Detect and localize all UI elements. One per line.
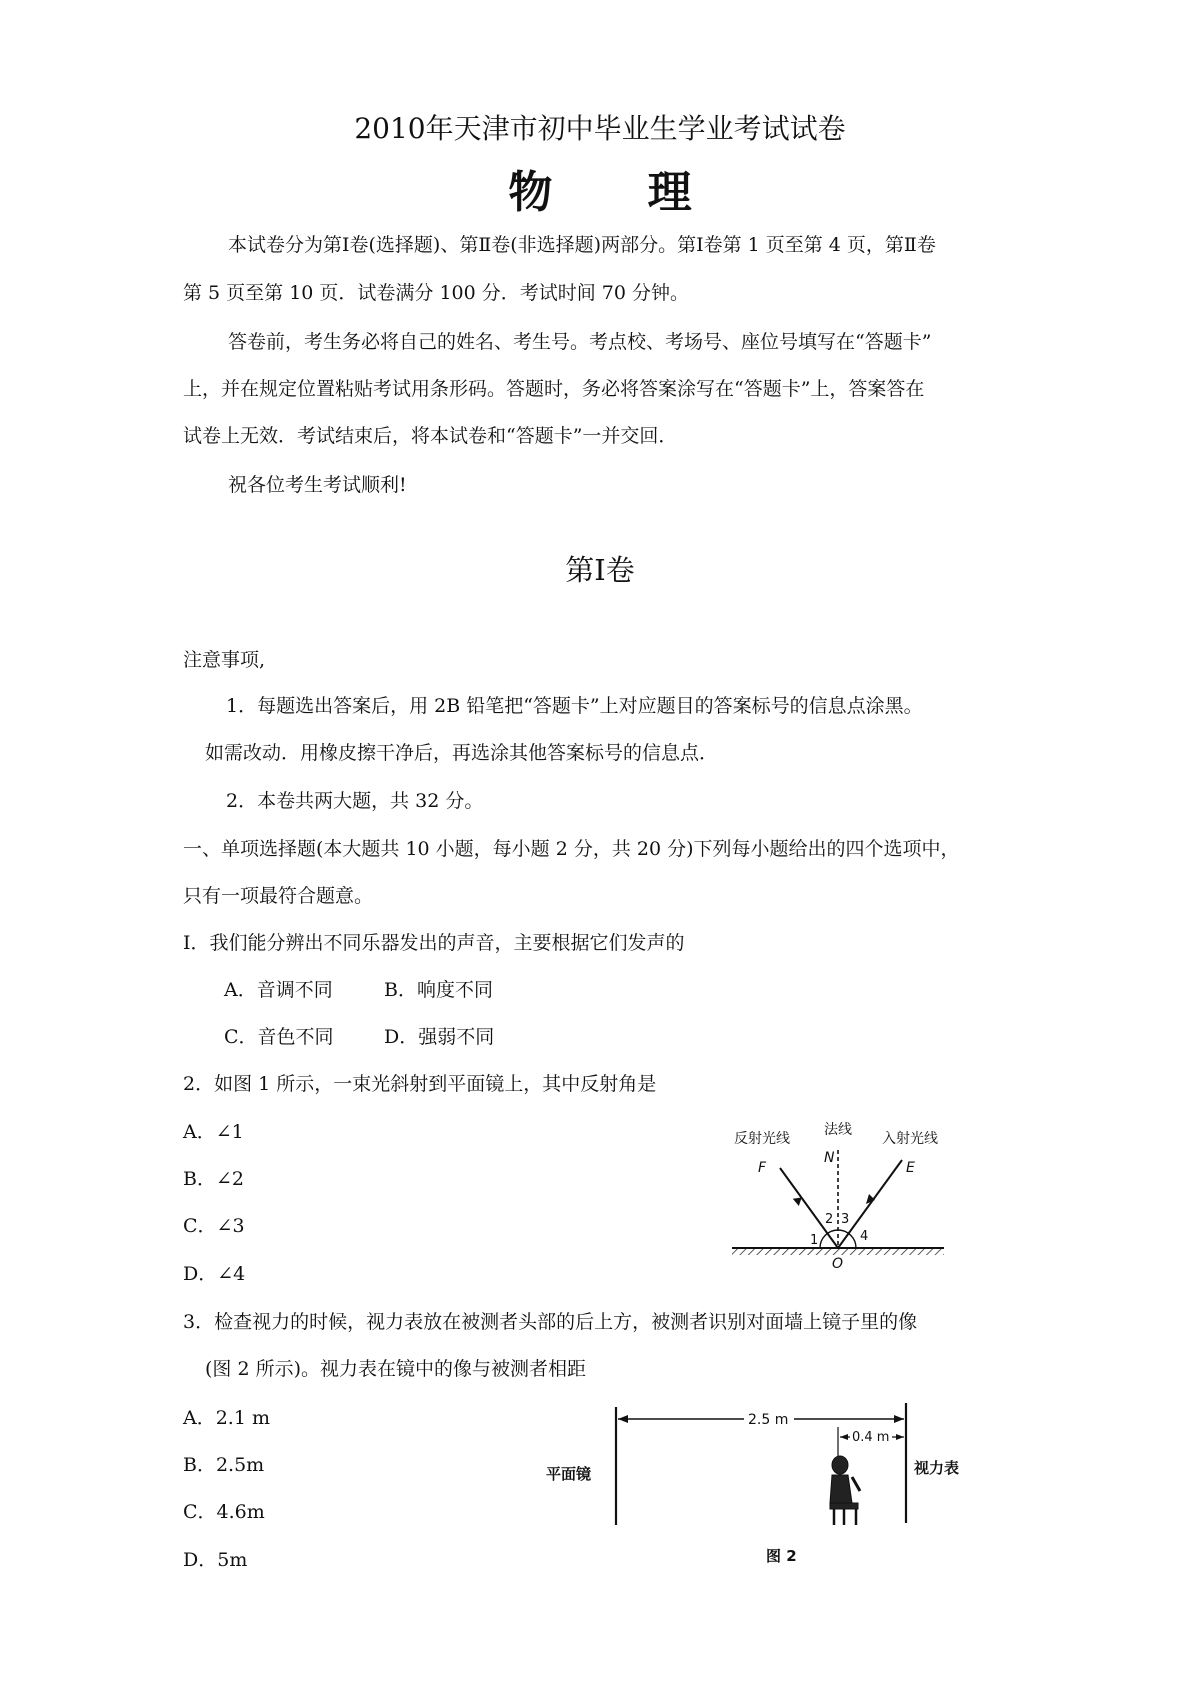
label-O: O	[832, 1256, 844, 1270]
question-3-option-c: C．4.6m	[183, 1501, 265, 1523]
question-3-stem-line-2: (图 2 所示)。视力表在镜中的像与被测者相距	[205, 1358, 586, 1380]
figure-2-caption: 图 2	[766, 1547, 797, 1565]
question-3-option-d: D．5m	[183, 1549, 248, 1571]
notes-title: 注意事项,	[183, 649, 266, 671]
question-3-option-a: A．2.1 m	[183, 1407, 270, 1429]
question-3-stem-line-1: 3．检查视力的时候，视力表放在被测者头部的后上方，被测者识别对面墙上镜子里的像	[183, 1311, 918, 1333]
dimension-arrow-short-right	[896, 1434, 904, 1440]
label-reflected-ray: 反射光线	[734, 1131, 790, 1147]
label-incident-ray: 入射光线	[882, 1131, 938, 1147]
question-1-option-d: D．强弱不同	[384, 1026, 495, 1048]
mirror-surface	[732, 1248, 944, 1255]
question-1-option-b: B．响度不同	[384, 979, 493, 1001]
vision-test-diagram	[540, 1395, 980, 1570]
label-F: F	[758, 1160, 767, 1176]
part-heading: 第Ⅰ卷	[565, 553, 635, 587]
document-title: 2010年天津市初中毕业生学业考试试卷	[354, 112, 846, 145]
question-1-stem: I．我们能分辨出不同乐器发出的声音，主要根据它们发声的	[183, 932, 685, 954]
note-1-line-1: 1．每题选出答案后，用 2B 铅笔把“答题卡”上对应题目的答案标号的信息点涂黑。	[226, 695, 923, 717]
dimension-arrow-short-left	[840, 1434, 848, 1440]
intro-paragraph-1-line-1: 本试卷分为第Ⅰ卷(选择题)、第Ⅱ卷(非选择题)两部分。第Ⅰ卷第 1 页至第 4 页，第Ⅱ卷	[228, 234, 936, 256]
intro-paragraph-2-line-1: 答卷前，考生务必将自己的姓名、考生号。考点校、考场号、座位号填写在“答题卡”	[228, 331, 932, 353]
label-eye-chart: 视力表	[914, 1459, 960, 1477]
note-1-line-2: 如需改动．用橡皮擦干净后，再选涂其他答案标号的信息点．	[205, 742, 719, 764]
label-mirror: 平面镜	[546, 1465, 592, 1483]
question-3-option-b: B．2.5m	[183, 1454, 265, 1476]
question-1-option-a: A．音调不同	[224, 979, 333, 1001]
dimension-arrow-right	[894, 1415, 904, 1423]
question-1-option-c: C．音色不同	[224, 1026, 334, 1048]
question-2-option-a: A．∠1	[183, 1121, 244, 1143]
section-instruction-line-2: 只有一项最符合题意。	[183, 885, 374, 907]
question-2-option-c: C．∠3	[183, 1215, 245, 1237]
label-angle-3: 3	[841, 1212, 850, 1227]
intro-paragraph-3: 祝各位考生考试顺利!	[228, 474, 407, 496]
question-2-option-b: B．∠2	[183, 1168, 244, 1190]
intro-paragraph-2-line-2: 上，并在规定位置粘贴考试用条形码。答题时，务必将答案涂写在“答题卡”上，答案答在	[183, 378, 925, 400]
angle-arc	[820, 1230, 856, 1248]
reflected-ray	[780, 1168, 838, 1248]
label-E: E	[906, 1160, 915, 1176]
label-distance-total: 2.5 m	[748, 1412, 789, 1428]
note-2: 2．本卷共两大题，共 32 分。	[226, 790, 484, 812]
question-2-option-d: D．∠4	[183, 1263, 246, 1285]
section-instruction-line-1: 一、单项选择题(本大题共 10 小题，每小题 2 分，共 20 分)下列每小题给出的四个选项中，	[183, 838, 960, 860]
question-2-stem: 2．如图 1 所示，一束光斜射到平面镜上，其中反射角是	[183, 1073, 657, 1095]
label-normal: 法线	[824, 1122, 852, 1138]
subject-title: 物 理	[508, 167, 732, 218]
label-angle-2: 2	[825, 1212, 834, 1227]
dimension-arrow-left	[618, 1415, 628, 1423]
intro-paragraph-1-line-2: 第 5 页至第 10 页．试卷满分 100 分．考试时间 70 分钟。	[183, 282, 690, 304]
reflection-diagram	[730, 1120, 950, 1270]
intro-paragraph-2-line-3: 试卷上无效．考试结束后，将本试卷和“答题卡”一并交回．	[183, 425, 678, 447]
incident-ray	[838, 1160, 902, 1248]
label-N: N	[824, 1150, 835, 1166]
label-angle-1: 1	[810, 1233, 819, 1248]
label-angle-4: 4	[860, 1229, 869, 1244]
seated-person-figure	[830, 1456, 860, 1525]
label-distance-short: 0.4 m	[852, 1430, 890, 1445]
